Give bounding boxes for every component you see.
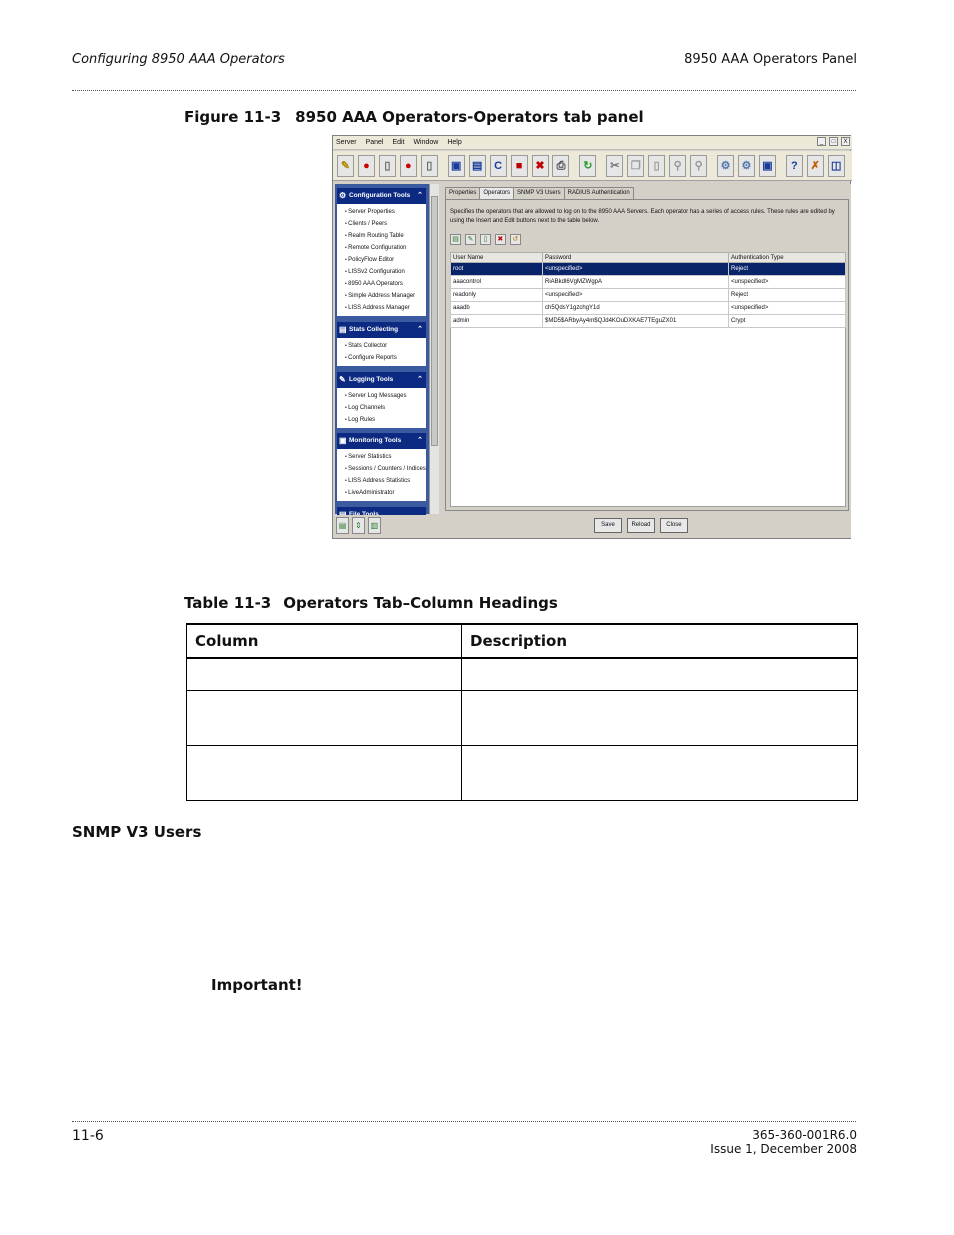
- nav-scrollbar[interactable]: [429, 184, 439, 514]
- nav-item-server-properties[interactable]: • Server Properties: [345, 206, 426, 218]
- nav-item-liss-statistics[interactable]: • LISS Address Statistics: [345, 475, 426, 487]
- collapse-icon[interactable]: ⌃: [417, 326, 423, 333]
- menubar: [333, 136, 852, 150]
- footer-rule: [72, 1121, 856, 1122]
- nav-item-configure-reports[interactable]: • Configure Reports: [345, 352, 426, 364]
- chart-icon: ▤: [339, 325, 347, 334]
- table-row: [187, 690, 858, 745]
- page-icon[interactable]: ▯: [379, 155, 396, 177]
- table-row[interactable]: admin $MD5$ARbyAy4m$QJd4KOuDXKAE7TEguZX01 Crypt: [451, 315, 846, 328]
- cut-icon[interactable]: ✂: [606, 155, 623, 177]
- operators-tab-body: [445, 199, 849, 511]
- restore-button[interactable]: □: [829, 137, 838, 146]
- nav-group-stats: [337, 322, 426, 366]
- collapse-icon[interactable]: ⌃: [417, 376, 423, 383]
- edit-icon[interactable]: ✎: [465, 234, 476, 245]
- table-row[interactable]: aaacontrol RiABkdl6VgMZWgpA <unspecified>: [451, 276, 846, 289]
- figure-title: 8950 AAA Operators-Operators tab panel: [295, 108, 644, 126]
- disconnect-icon[interactable]: ⚙: [738, 155, 755, 177]
- figure-number: Figure 11-3: [184, 108, 282, 126]
- tab-operators[interactable]: Operators: [479, 187, 514, 199]
- window-controls: [816, 137, 850, 146]
- refresh-icon[interactable]: C: [490, 155, 507, 177]
- tab-snmp-v3-users[interactable]: SNMP V3 Users: [513, 187, 565, 199]
- nav-group-header[interactable]: ▣ Monitoring Tools ⌃: [337, 433, 426, 449]
- reload-button[interactable]: Reload: [627, 518, 655, 533]
- delete-icon[interactable]: ✖: [532, 155, 549, 177]
- nav-item-remote-config[interactable]: • Remote Configuration: [345, 242, 426, 254]
- nav-item-policyflow[interactable]: • PolicyFlow Editor: [345, 254, 426, 266]
- table-row[interactable]: root <unspecified> Reject: [451, 263, 846, 276]
- move-icon[interactable]: ⇕: [352, 517, 365, 534]
- navigation-pane: [335, 184, 439, 514]
- scroll-thumb[interactable]: [431, 196, 438, 446]
- nav-item-liss-address[interactable]: • LISS Address Manager: [345, 302, 426, 314]
- log-icon: ✎: [339, 375, 346, 384]
- table-title: Operators Tab–Column Headings: [283, 594, 558, 612]
- description-header: Description: [462, 624, 858, 658]
- gear-icon: ⚙: [339, 191, 347, 200]
- table-row: [187, 745, 858, 800]
- save-icon[interactable]: ▣: [448, 155, 465, 177]
- nav-item-liveadministrator[interactable]: • LiveAdministrator: [345, 487, 426, 499]
- page-icon[interactable]: ▯: [421, 155, 438, 177]
- running-header-right: 8950 AAA Operators Panel: [684, 52, 857, 67]
- monitor-icon: ▣: [339, 436, 347, 445]
- table-number: Table 11-3: [184, 594, 272, 612]
- grid-toolbar: [450, 234, 523, 245]
- nav-item-log-channels[interactable]: • Log Channels: [345, 402, 426, 414]
- undo-icon[interactable]: ↺: [510, 234, 521, 245]
- nav-group-logging: [337, 372, 426, 428]
- tab-description: Specifies the operators that are allowed to log on to the 8950 AAA Servers. Each operator has a series of access rules. These rules are edited by using the Insert and Edit buttons next to the table below.: [450, 209, 835, 224]
- split-icon[interactable]: ▥: [368, 517, 381, 534]
- nav-item-server-statistics[interactable]: • Server Statistics: [345, 451, 426, 463]
- minimize-button[interactable]: _: [817, 137, 826, 146]
- issue-date: Issue 1, December 2008: [710, 1142, 857, 1156]
- tab-properties[interactable]: Properties: [445, 187, 480, 199]
- table-row: [187, 658, 858, 690]
- nav-group-header[interactable]: ▤ Stats Collecting ⌃: [337, 322, 426, 338]
- zoom-in-icon[interactable]: ⚲: [669, 155, 686, 177]
- insert-icon[interactable]: ▤: [450, 234, 461, 245]
- content-pane: [443, 184, 851, 538]
- column-header: Column: [187, 624, 462, 658]
- database-icon[interactable]: ◫: [828, 155, 845, 177]
- nav-item-sessions[interactable]: • Sessions / Counters / Indices: [345, 463, 426, 475]
- save-button[interactable]: Save: [594, 518, 622, 533]
- menu-window[interactable]: Window: [413, 139, 439, 146]
- menu-server[interactable]: Server: [336, 139, 357, 146]
- running-header-left: Configuring 8950 AAA Operators: [72, 52, 285, 67]
- figure-caption: [184, 108, 644, 126]
- nav-item-clients-peers[interactable]: • Clients / Peers: [345, 218, 426, 230]
- print-icon[interactable]: ⎙: [552, 155, 569, 177]
- collapse-icon[interactable]: ⌃: [417, 192, 423, 199]
- menu-help[interactable]: Help: [447, 139, 462, 146]
- red-dot-icon[interactable]: ●: [358, 155, 375, 177]
- help-icon[interactable]: ?: [786, 155, 803, 177]
- connect-icon[interactable]: ⚙: [717, 155, 734, 177]
- nav-bottom-toolbar: [335, 515, 439, 537]
- nav-group-configuration: [337, 188, 426, 316]
- recycle-icon[interactable]: ↻: [579, 155, 596, 177]
- nav-item-realm-routing[interactable]: • Realm Routing Table: [345, 230, 426, 242]
- copy-icon[interactable]: ▯: [480, 234, 491, 245]
- grid-header-auth-type[interactable]: Authentication Type: [729, 253, 846, 263]
- table-caption: [184, 594, 558, 612]
- header-rule: [72, 90, 856, 91]
- close-window-button[interactable]: X: [841, 137, 850, 146]
- important-label: Important!: [211, 976, 303, 994]
- nav-group-monitoring: [337, 433, 426, 501]
- section-heading: SNMP V3 Users: [72, 823, 202, 841]
- panel-icon[interactable]: ▤: [336, 517, 349, 534]
- delete-icon[interactable]: ✖: [495, 234, 506, 245]
- column-headings-table: [186, 623, 858, 801]
- tab-strip: [445, 187, 633, 199]
- nav-item-log-rules[interactable]: • Log Rules: [345, 414, 426, 426]
- table-row[interactable]: aaadb ch5QdsY1gzchgY1d <unspecified>: [451, 302, 846, 315]
- panel-button-row: [594, 518, 691, 533]
- stop-icon[interactable]: ■: [511, 155, 528, 177]
- doc-number: 365-360-001R6.0: [752, 1128, 857, 1142]
- red-dot-icon[interactable]: ●: [400, 155, 417, 177]
- close-button[interactable]: Close: [660, 518, 688, 533]
- save-all-icon[interactable]: ▤: [469, 155, 486, 177]
- nav-item-server-log[interactable]: • Server Log Messages: [345, 390, 426, 402]
- zoom-out-icon[interactable]: ⚲: [690, 155, 707, 177]
- grid-header-password[interactable]: Password: [543, 253, 729, 263]
- operators-grid: [450, 252, 846, 328]
- copy-icon[interactable]: ❐: [627, 155, 644, 177]
- paste-icon[interactable]: ▯: [648, 155, 665, 177]
- nav-group-header[interactable]: ⚙ Configuration Tools ⌃: [337, 188, 426, 204]
- collapse-icon[interactable]: ⌃: [417, 437, 423, 444]
- menu-panel[interactable]: Panel: [365, 139, 384, 146]
- monitor-icon[interactable]: ▣: [759, 155, 776, 177]
- page-number: 11-6: [72, 1128, 104, 1144]
- toolbar: [333, 151, 852, 181]
- grid-header-user-name[interactable]: User Name: [451, 253, 543, 263]
- tool-icon[interactable]: ✎: [337, 155, 354, 177]
- table-row[interactable]: readonly <unspecified> Reject: [451, 289, 846, 302]
- nav-item-stats-collector[interactable]: • Stats Collector: [345, 340, 426, 352]
- footer-doc-info: [710, 1128, 857, 1156]
- nav-item-lissv2[interactable]: • LISSv2 Configuration: [345, 266, 426, 278]
- nav-item-simple-address[interactable]: • Simple Address Manager: [345, 290, 426, 302]
- nav-group-header[interactable]: ✎ Logging Tools ⌃: [337, 372, 426, 388]
- tab-radius-authentication[interactable]: RADIUS Authentication: [564, 187, 634, 199]
- app-screenshot: [332, 135, 851, 539]
- menu-edit[interactable]: Edit: [392, 139, 405, 146]
- tools-icon[interactable]: ✗: [807, 155, 824, 177]
- nav-item-aaa-operators[interactable]: • 8950 AAA Operators: [345, 278, 426, 290]
